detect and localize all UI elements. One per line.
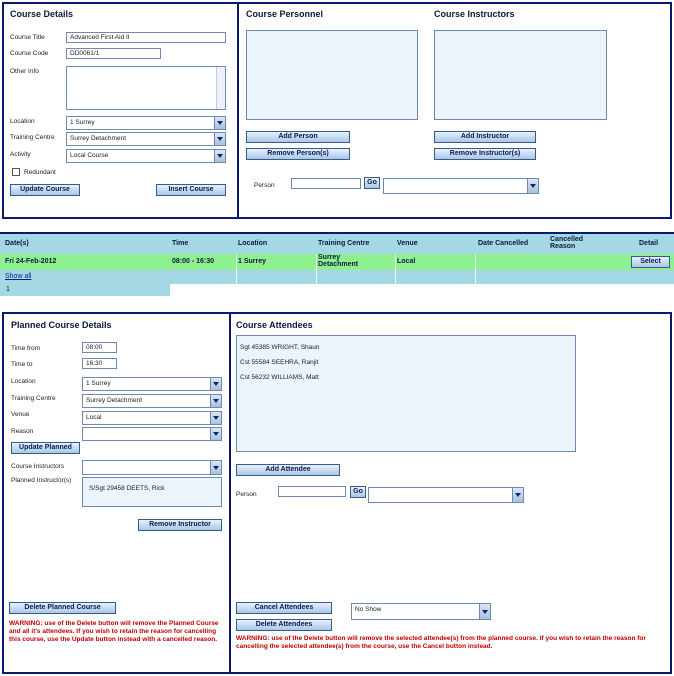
show-all-link[interactable]: Show all <box>5 273 32 280</box>
planned-location-label: Location <box>11 378 36 385</box>
person-search-input[interactable] <box>291 178 361 189</box>
time-from-label: Time from <box>11 345 41 352</box>
planned-training-centre-select[interactable] <box>82 394 222 408</box>
course-attendees-title: Course Attendees <box>236 320 313 330</box>
col-divider <box>395 254 396 284</box>
planned-training-centre-value: Surrey Detachment <box>86 397 142 404</box>
planned-location-value: 1 Surrey <box>86 380 111 387</box>
cancel-reason-value: No Show <box>355 606 382 613</box>
cell-location: 1 Surrey <box>238 258 267 265</box>
planned-course-title: Planned Course Details <box>11 320 112 330</box>
cell-time: 08:00 - 16:30 <box>172 258 215 265</box>
delete-attendees-button[interactable]: Delete Attendees <box>236 619 332 631</box>
list-item[interactable]: Cst 55584 SEEHRA, Ranjit <box>240 359 319 366</box>
attendee-go-button[interactable]: Go <box>350 486 366 498</box>
training-centre-label: Training Centre <box>10 134 55 141</box>
attendee-person-input[interactable] <box>278 486 346 497</box>
planned-instructors-label: Planned Instructor(s) <box>11 477 72 484</box>
time-from-input[interactable]: 08:00 <box>82 342 117 353</box>
grid-data-row[interactable] <box>0 254 674 270</box>
person-label: Person <box>254 182 275 189</box>
chevron-down-icon <box>210 412 221 424</box>
redundant-label: Redundant <box>24 169 56 176</box>
add-instructor-button[interactable]: Add Instructor <box>434 131 536 143</box>
chevron-down-icon <box>210 395 221 407</box>
header-venue: Venue <box>397 240 418 247</box>
course-personnel-panel <box>237 2 672 219</box>
header-time: Time <box>172 240 189 247</box>
other-info-textarea[interactable] <box>66 66 226 110</box>
header-training-centre: Training Centre <box>318 240 370 247</box>
planned-location-select[interactable] <box>82 377 222 391</box>
venue-label: Venue <box>11 411 30 418</box>
remove-person-button[interactable]: Remove Person(s) <box>246 148 350 160</box>
list-item[interactable]: Sgt 45385 WRIGHT, Shaun <box>240 344 320 351</box>
course-attendees-list[interactable] <box>236 335 576 452</box>
course-personnel-list[interactable] <box>246 30 418 120</box>
course-instructors-title: Course Instructors <box>434 9 515 19</box>
course-instructors-select[interactable] <box>82 460 222 475</box>
cell-date: Fri 24-Feb-2012 <box>5 258 57 265</box>
course-attendees-panel <box>229 312 672 674</box>
course-code-input[interactable]: DD0061/1 <box>66 48 161 59</box>
time-to-input[interactable]: 16:30 <box>82 358 117 369</box>
venue-select[interactable] <box>82 411 222 425</box>
header-date-cancelled: Date Cancelled <box>478 240 529 247</box>
update-planned-button[interactable]: Update Planned <box>11 442 80 454</box>
chevron-down-icon <box>527 179 538 193</box>
course-title-input[interactable]: Advanced First Aid II <box>66 32 226 43</box>
grid-header-row <box>0 234 674 254</box>
planned-training-centre-label: Training Centre <box>11 395 56 402</box>
course-code-label: Course Code <box>10 50 49 57</box>
add-person-button[interactable]: Add Person <box>246 131 350 143</box>
chevron-down-icon <box>210 428 221 440</box>
course-instructors-label: Course Instructors <box>11 463 65 470</box>
planned-course-warning: WARNING: use of the Delete button will remove the Planned Course and all it's attendees. If you wish to retain the reason for cancelling this course, use the Update button instead with a cancelled reason. <box>9 620 219 643</box>
col-divider <box>316 254 317 284</box>
course-personnel-title: Course Personnel <box>246 9 324 19</box>
attendees-warning: WARNING: use of the Delete button will remove the selected attendee(s) from the planned course. If you wish to retain the reason for cancelling the selected attendee(s) from the course, use the Cancel button instead. <box>236 635 646 650</box>
reason-select[interactable] <box>82 427 222 441</box>
chevron-down-icon <box>210 461 221 474</box>
select-row-button[interactable]: Select <box>631 256 670 268</box>
list-item[interactable]: S/Sgt 29458 DEETS, Rick <box>89 485 165 492</box>
location-select[interactable] <box>66 116 226 130</box>
go-button[interactable]: Go <box>364 177 380 189</box>
schedule-grid <box>0 232 674 296</box>
cancel-attendees-button[interactable]: Cancel Attendees <box>236 602 332 614</box>
chevron-down-icon <box>214 150 225 162</box>
header-dates: Date(s) <box>5 240 29 247</box>
delete-planned-course-button[interactable]: Delete Planned Course <box>9 602 116 614</box>
activity-select[interactable] <box>66 149 226 163</box>
activity-select-value: Local Course <box>70 152 109 159</box>
chevron-down-icon <box>479 604 490 619</box>
remove-instructor-button[interactable]: Remove Instructor <box>138 519 222 531</box>
header-cancelled-reason: Cancelled Reason <box>550 236 584 250</box>
header-location: Location <box>238 240 268 247</box>
redundant-checkbox[interactable] <box>12 168 20 176</box>
planned-course-panel <box>2 312 231 674</box>
course-details-panel <box>2 2 239 219</box>
cell-venue: Local <box>397 258 416 265</box>
course-details-title: Course Details <box>10 9 74 19</box>
cell-training-centre: Surrey Detachment <box>318 254 359 268</box>
list-item[interactable]: Cst 56232 WILLIAMS, Matt <box>240 374 319 381</box>
activity-label: Activity <box>10 151 31 158</box>
training-centre-select[interactable] <box>66 132 226 146</box>
reason-label: Reason <box>11 428 34 435</box>
course-title-label: Course Title <box>10 34 45 41</box>
chevron-down-icon <box>214 133 225 145</box>
add-attendee-button[interactable]: Add Attendee <box>236 464 340 476</box>
planned-instructors-list[interactable] <box>82 477 222 507</box>
pager-bar <box>170 284 674 296</box>
training-centre-select-value: Surrey Detachment <box>70 135 126 142</box>
time-to-label: Time to <box>11 361 33 368</box>
course-instructors-list[interactable] <box>434 30 607 120</box>
col-divider <box>236 254 237 284</box>
insert-course-button[interactable]: Insert Course <box>156 184 226 196</box>
col-divider <box>475 254 476 284</box>
update-course-button[interactable]: Update Course <box>10 184 80 196</box>
location-label: Location <box>10 118 35 125</box>
other-info-label: Other Info <box>10 68 39 75</box>
grid-footer-row <box>0 270 674 284</box>
cancel-reason-select[interactable] <box>351 603 491 620</box>
textarea-scrollbar[interactable] <box>216 67 225 109</box>
chevron-down-icon <box>214 117 225 129</box>
location-select-value: 1 Surrey <box>70 119 95 126</box>
page-number[interactable]: 1 <box>6 286 10 293</box>
attendee-results-select[interactable] <box>368 487 524 503</box>
chevron-down-icon <box>512 488 523 502</box>
grid-pager-row <box>0 284 674 296</box>
attendee-person-label: Person <box>236 491 257 498</box>
chevron-down-icon <box>210 378 221 390</box>
venue-select-value: Local <box>86 414 102 421</box>
person-results-select[interactable] <box>383 178 539 194</box>
header-detail: Detail <box>639 240 659 247</box>
remove-instructor-button[interactable]: Remove Instructor(s) <box>434 148 536 160</box>
